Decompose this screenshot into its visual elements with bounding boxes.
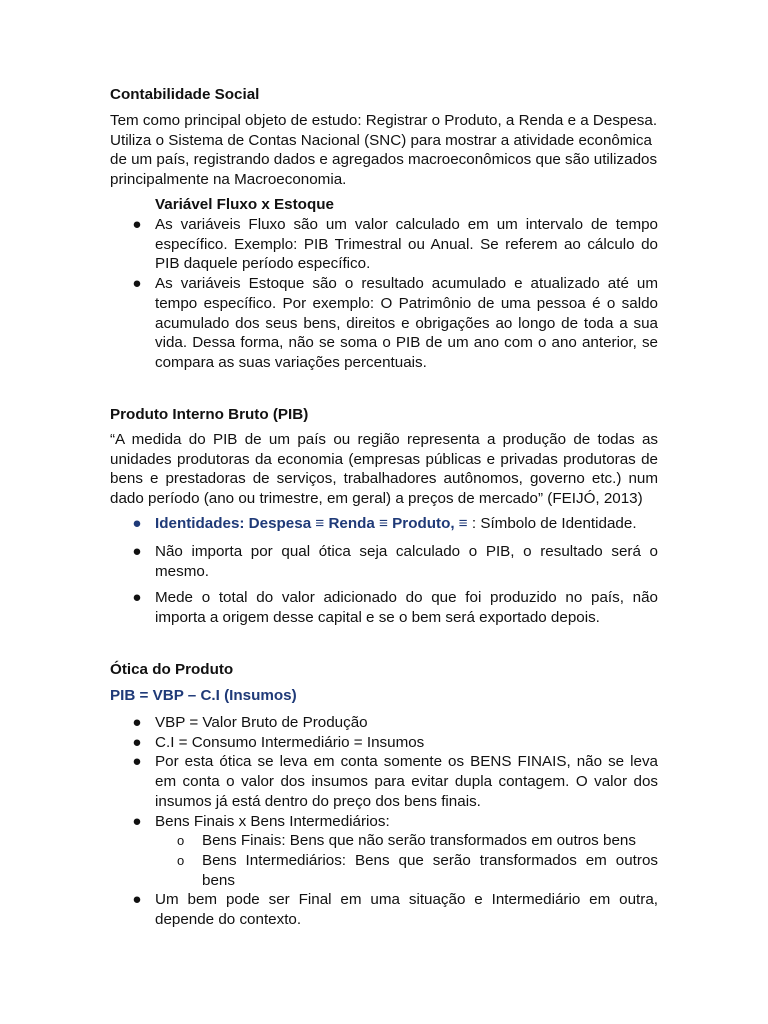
list-item-text: Não importa por qual ótica seja calculado o PIB, o resultado será o mesmo. (155, 543, 658, 580)
list-item-text: Por esta ótica se leva em conta somente os BENS FINAIS, não se leva em conta o valor dos insumos para evitar dupla contagem. O valor dos insumos já está dentro do preço dos bens finais. (155, 753, 658, 810)
section-title-contabilidade-social: Contabilidade Social (110, 86, 260, 103)
subtitle-fluxo-estoque: Variável Fluxo x Estoque (155, 196, 334, 213)
list-item-text: C.I = Consumo Intermediário = Insumos (155, 733, 425, 751)
bullet-icon: ● (132, 275, 142, 293)
paragraph-contabilidade-social: Tem como principal objeto de estudo: Registrar o Produto, a Renda e a Despesa. Utiliza o Sistema de Contas Nacional (SNC) para mostrar a atividade econômica de um país, registrando dados e agregados macroeconômicos que são utilizados principalmente na Macroeconomia. (110, 112, 658, 189)
formula-pib: PIB = VBP – C.I (Insumos) (110, 687, 297, 704)
sub-bullet-icon: o (177, 833, 185, 849)
sub-list-item-text: Bens Finais: Bens que não serão transformados em outros bens (202, 832, 636, 850)
bullet-list-fluxo-estoque (110, 215, 658, 373)
bullet-icon: ● (132, 714, 142, 731)
bullet-icon: ● (132, 733, 142, 751)
bullet-icon: ● (132, 216, 142, 233)
list-item-text: As variáveis Estoque são o resultado acumulado e atualizado até um tempo específico. Por exemplo: O Patrimônio de uma pessoa é o saldo acumulado dos seus bens, direitos e obrigações ao longo de toda a sua vida. Dessa forma, não se soma o PIB de um ano com o ano anterior, se compara as suas variações percentuais. (155, 275, 658, 371)
list-item (110, 542, 658, 581)
sub-list-item (155, 831, 658, 851)
list-item (110, 514, 658, 534)
list-item (110, 713, 658, 733)
list-item-text: Bens Finais x Bens Intermediários: (155, 812, 390, 830)
list-item (110, 752, 658, 811)
identity-label: Identidades: Despesa ≡ Renda ≡ Produto, ≡ (155, 515, 468, 532)
list-item (110, 812, 658, 891)
quote-pib: “A medida do PIB de um país ou região representa a produção de todas as unidades produtoras da economia (empresas públicas e privadas produtoras de bens e prestadoras de serviços, trabalhadores autônomos, governo etc.) num dado período (ano ou trimestre, em geral) a preços de mercado” (FEIJÓ, 2013) (110, 431, 658, 508)
list-item (110, 733, 658, 753)
list-item (110, 274, 658, 373)
section-title-otica-produto: Ótica do Produto (110, 661, 234, 678)
list-item-text: VBP = Valor Bruto de Produção (155, 714, 368, 731)
sub-bullet-icon: o (177, 852, 185, 868)
bullet-list-pib (110, 514, 658, 534)
list-item-text: Um bem pode ser Final em uma situação e Intermediário em outra, depende do contexto. (155, 891, 658, 929)
section-title-pib: Produto Interno Bruto (PIB) (110, 406, 309, 423)
sub-list-item-text: Bens Intermediários: Bens que serão transformados em outros bens (202, 851, 658, 889)
bullet-list-pib-2 (110, 542, 658, 581)
bullet-icon: ● (132, 515, 142, 532)
bullet-icon: ● (132, 753, 142, 771)
bullet-list-pib-3 (110, 588, 658, 627)
list-item (110, 890, 658, 929)
list-item (110, 215, 658, 274)
list-item-text: Mede o total do valor adicionado do que foi produzido no país, não importa a origem desse capital e se o bem será exportado depois. (155, 589, 658, 626)
bullet-icon: ● (132, 543, 142, 560)
sub-bullet-list (155, 831, 658, 890)
bullet-list-otica-produto (110, 713, 658, 930)
bullet-icon: ● (132, 589, 142, 606)
bullet-icon: ● (132, 812, 142, 830)
list-item-text: As variáveis Fluxo são um valor calculado em um intervalo de tempo específico. Exemplo: PIB Trimestral ou Anual. Se referem ao cálculo do PIB daquele período específico. (155, 216, 658, 273)
list-item (110, 588, 658, 627)
identity-description: : Símbolo de Identidade. (467, 515, 637, 532)
bullet-icon: ● (132, 891, 142, 909)
sub-list-item (155, 851, 658, 890)
